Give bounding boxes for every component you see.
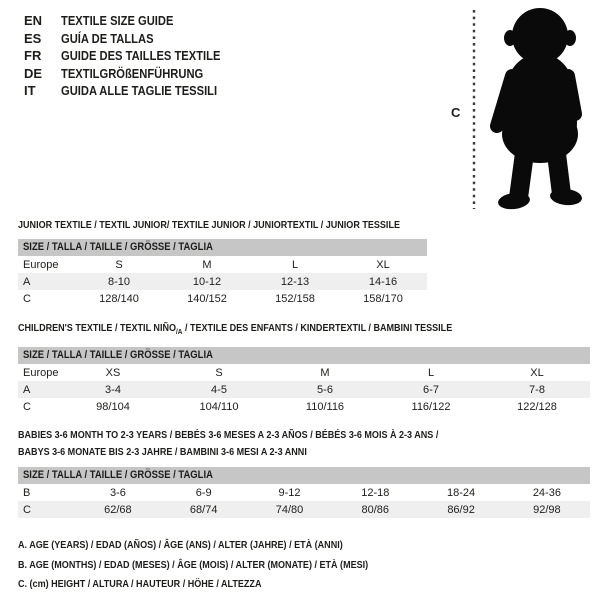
children-size-table	[18, 347, 590, 415]
cell: 122/128	[517, 400, 557, 413]
cell: 86/92	[447, 503, 475, 516]
babies-size-table	[18, 467, 590, 518]
table-row	[18, 484, 590, 501]
cell: 8-10	[107, 275, 131, 288]
table-row	[18, 256, 427, 273]
junior-size-table	[18, 239, 427, 307]
language-title: TEXTILGRÖßENFÜHRUNG	[61, 65, 204, 81]
language-code: DE	[24, 65, 43, 81]
baby-silhouette-icon	[462, 4, 596, 216]
language-list	[24, 12, 246, 100]
cell: 158/170	[363, 292, 403, 305]
row-label: Europe	[23, 258, 59, 271]
language-title: TEXTILE SIZE GUIDE	[61, 13, 174, 28]
table-row	[18, 381, 590, 398]
cell: 3-4	[105, 383, 121, 396]
cell: 116/122	[411, 400, 451, 413]
table-row	[18, 364, 590, 381]
cell: 80/86	[361, 503, 390, 516]
cell: 152/158	[275, 292, 315, 305]
row-label: Europe	[23, 366, 59, 379]
cell: 92/98	[533, 503, 561, 516]
cell: 74/80	[275, 503, 304, 516]
language-code: EN	[24, 13, 43, 28]
cell: XL	[376, 258, 390, 271]
row-label: A	[23, 275, 31, 288]
language-code: ES	[24, 30, 42, 46]
children-table-title: CHILDREN'S TEXTILE / TEXTIL $NIÑO_{/A}$ / TEXTILE DES ENFANTS / KINDERTEXTIL / BAMBINI TESSILE	[18, 322, 453, 337]
row-label: C	[23, 503, 31, 516]
cell: 62/68	[104, 503, 132, 516]
cell: 14-16	[368, 275, 398, 288]
row-label: B	[23, 486, 31, 499]
cell: 3-6	[109, 486, 126, 499]
cell: 6-9	[195, 486, 212, 499]
cell: 7-8	[529, 383, 545, 396]
cell: 6-7	[423, 383, 439, 396]
table-row	[18, 273, 427, 290]
cell: S	[115, 258, 123, 271]
language-code: IT	[24, 83, 36, 98]
cell: 12-18	[361, 486, 390, 499]
legend-notes	[18, 536, 425, 595]
row-label: C	[23, 400, 31, 413]
size-header-bar: SIZE / TALLA / TAILLE / GRÖSSE / TAGLIA	[18, 239, 427, 256]
cell: M	[202, 258, 212, 271]
babies-table-title: BABIES 3-6 MONTH TO 2-3 YEARS / BEBÉS 3-6 MESES A 2-3 AÑOS / BÉBÉS 3-6 MOIS À 2-3 ANS / BABYS 3-6 MONATE BIS 2-3 JAHRE / BAMBINI 3-6 MESI A 2-3 ANNI	[18, 429, 439, 458]
cell: 4-5	[211, 383, 227, 396]
measure-label-c: C	[451, 105, 461, 120]
table-row	[18, 290, 427, 307]
note-line-a: A. AGE (YEARS) / EDAD (AÑOS) / ÂGE (ANS) / ALTER (JAHRE) / ETÀ (ANNI)	[18, 539, 343, 551]
cell: M	[320, 366, 330, 379]
cell: L	[291, 258, 299, 271]
row-label: A	[23, 383, 31, 396]
cell: 128/140	[99, 292, 139, 305]
note-line-b: B. AGE (MONTHS) / EDAD (MESES) / ÂGE (MOIS) / ALTER (MONATE) / ETÀ (MESI)	[18, 558, 369, 571]
table-row	[18, 501, 590, 518]
cell: 68/74	[189, 503, 218, 516]
cell: 104/110	[199, 400, 239, 413]
cell: 18-24	[447, 486, 476, 499]
cell: XL	[530, 366, 544, 379]
cell: S	[215, 366, 223, 379]
cell: 24-36	[532, 486, 561, 499]
cell: L	[427, 366, 435, 379]
cell: 140/152	[187, 292, 227, 305]
cell: 110/116	[305, 400, 345, 413]
size-header-bar: SIZE / TALLA / TAILLE / GRÖSSE / TAGLIA	[18, 347, 590, 364]
language-code: FR	[24, 48, 42, 63]
cell: 5-6	[317, 383, 333, 396]
language-title: GUIDA ALLE TAGLIE TESSILI	[61, 83, 218, 98]
cell: 10-12	[192, 275, 222, 288]
row-label: C	[23, 292, 31, 305]
note-line-c: C. (cm) HEIGHT / ALTURA / HAUTEUR / HÖHE / ALTEZZA	[18, 578, 262, 590]
size-header-bar: SIZE / TALLA / TAILLE / GRÖSSE / TAGLIA	[18, 467, 590, 484]
language-title: GUIDE DES TAILLES TEXTILE	[61, 48, 221, 63]
cell: XS	[105, 366, 121, 379]
cell: 98/104	[96, 400, 130, 413]
junior-table-title: JUNIOR TEXTILE / TEXTIL JUNIOR/ TEXTILE JUNIOR / JUNIORTEXTIL / JUNIOR TESSILE	[18, 219, 400, 231]
cell: 12-13	[280, 275, 310, 288]
table-row	[18, 398, 590, 415]
cell: 9-12	[278, 486, 301, 499]
language-title: GUÍA DE TALLAS	[61, 30, 154, 46]
